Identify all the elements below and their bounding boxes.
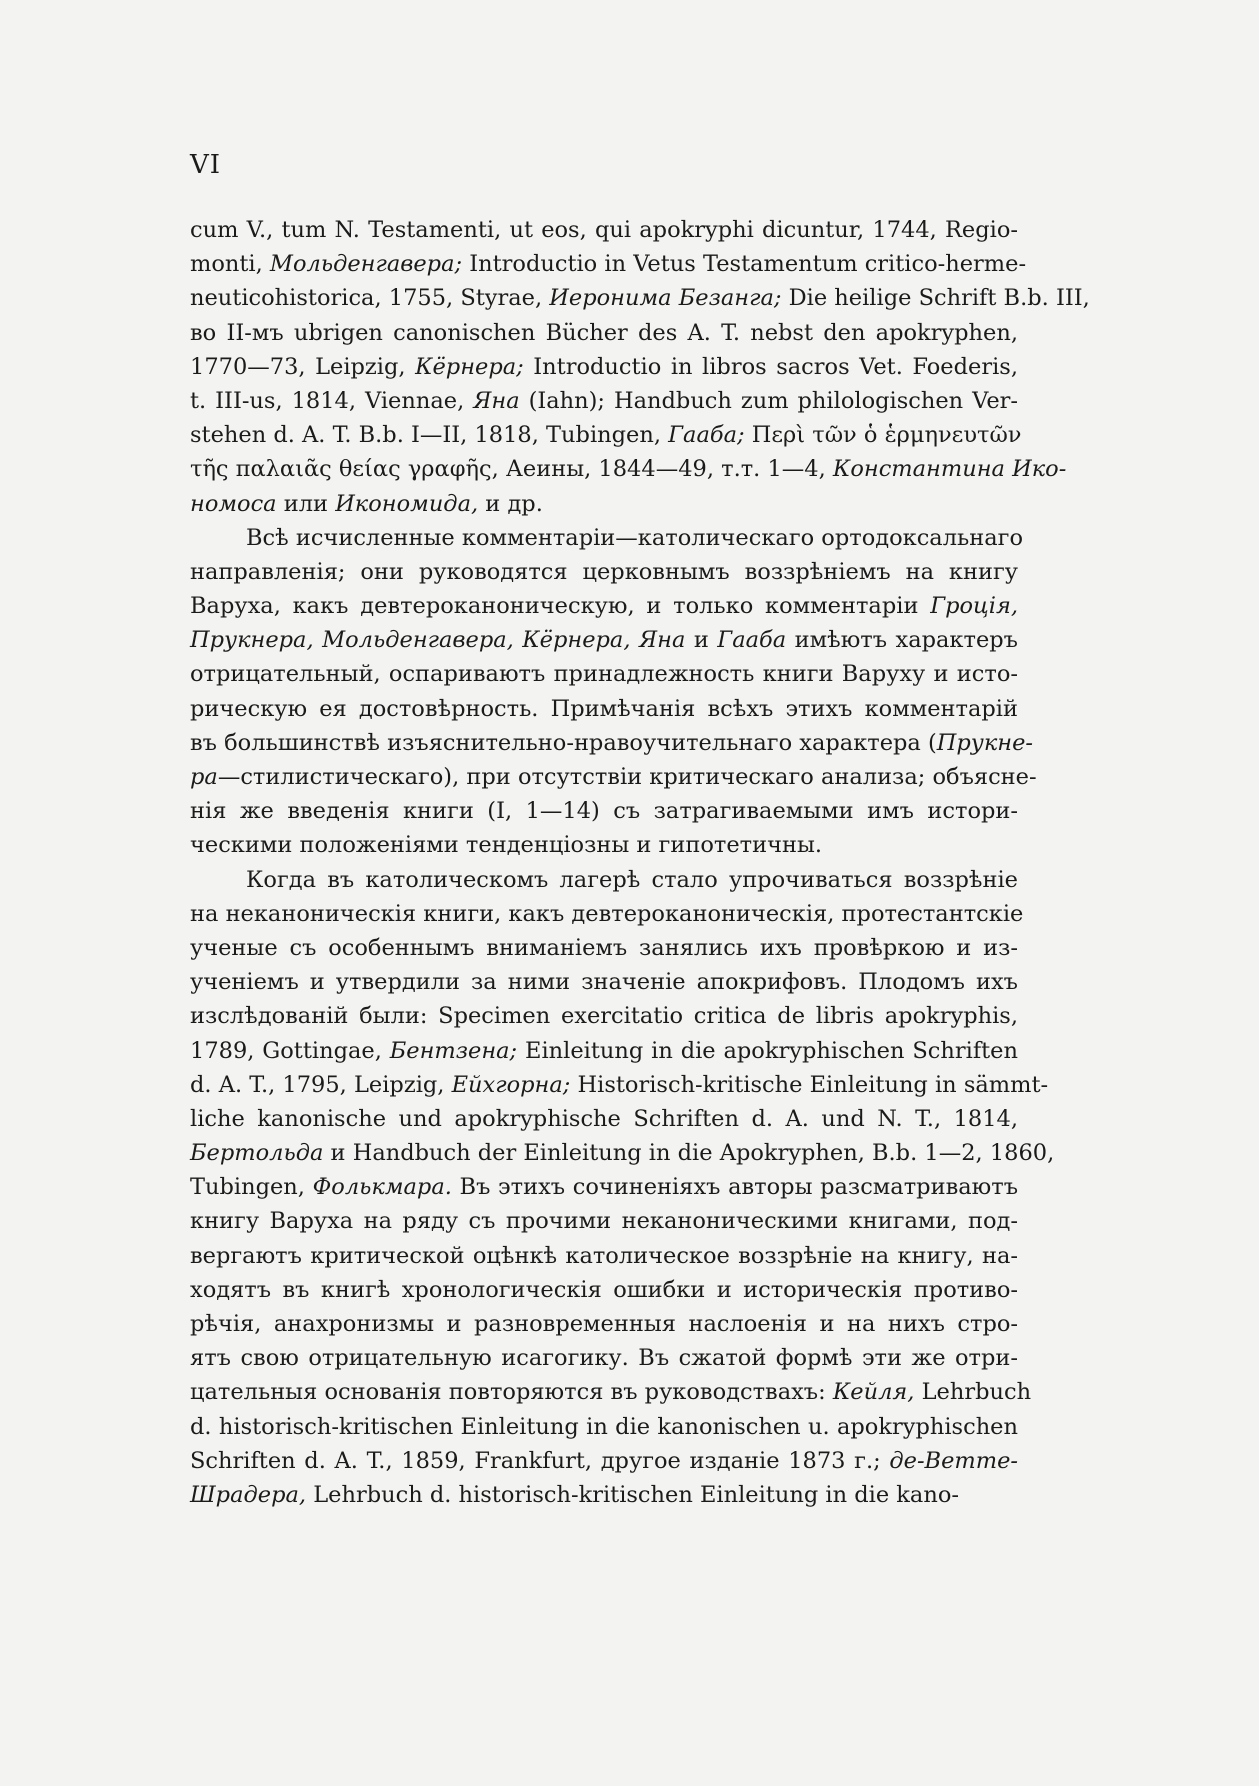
- italic-name: ра: [190, 764, 218, 790]
- italic-name: Бертольда: [190, 1140, 324, 1167]
- text-line: отрицательный, оспариваютъ принадлежность книги Варуху и исто-: [190, 661, 1018, 688]
- italic-name: Прукнера, Мольденгавера, Кёрнера, Яна: [190, 627, 686, 654]
- italic-name: Кейля,: [832, 1379, 915, 1406]
- text-line: книгу Варуха на ряду съ прочими неканоническими книгами, под-: [190, 1208, 1018, 1235]
- italic-name: Фолькмара.: [312, 1174, 452, 1201]
- text-line: stehen d. A. T. B.b. I—II, 1818, Tubingen, Гааба; Περὶ τῶν ὁ ἑρμηνευτῶν: [190, 422, 1022, 449]
- text-line: neuticohistorica, 1755, Styrae, Иеронима Безанга; Die heilige Schrift B.b. III,: [190, 285, 1090, 312]
- text-line: въ большинствѣ изъяснительно-нравоучительнаго характера (Прукне-: [190, 729, 1034, 756]
- text-line: monti, Мольденгавера; Introductio in Vetus Testamentum critico-herme-: [190, 251, 1027, 278]
- text-line: τῆς παλαιᾶς θείας γραφῆς, Аеины, 1844—49, т.т. 1—4, Константина Ико-: [190, 456, 1067, 483]
- text-line: ра—стилистическаго), при отсутствіи критическаго анализа; объясне-: [190, 764, 1037, 790]
- text-line: ческими положеніями тенденціозны и гипотетичны.: [190, 832, 823, 859]
- italic-name: Ейхгорна;: [451, 1071, 571, 1098]
- text-line: Когда въ католическомъ лагерѣ стало упрочиваться воззрѣніе: [246, 866, 1018, 893]
- text-line: cum V., tum N. Testamenti, ut eos, qui apokryphi dicuntur, 1744, Regio-: [190, 217, 1018, 243]
- text-line: Всѣ исчисленные комментаріи—католическаго ортодоксальнаго: [246, 524, 1024, 551]
- text-line: Schriften d. A. T., 1859, Frankfurt, другое изданіе 1873 г.; де-Ветте-: [190, 1447, 1018, 1474]
- text-line: цательныя основанія повторяются въ руководствахъ: Кейля, Lehrbuch: [190, 1379, 1032, 1406]
- italic-name: Мольденгавера;: [269, 251, 463, 278]
- text-line: Шрадера, Lehrbuch d. historisch-kritischen Einleitung in die kano-: [190, 1481, 959, 1508]
- text-line: номоса или Икономида, и др.: [190, 490, 543, 517]
- page-number: VI: [190, 150, 222, 180]
- italic-name: Иеронима Безанга;: [549, 285, 782, 312]
- text-line: рѣчія, анахронизмы и разновременныя наслоенія и на нихъ стро-: [190, 1311, 1018, 1337]
- italic-name: Яна: [473, 387, 520, 414]
- text-line: d. A. T., 1795, Leipzig, Ейхгорна; Historisch-kritische Einleitung in sämmt-: [190, 1071, 1049, 1098]
- italic-name: Шрадера,: [190, 1481, 307, 1508]
- text-line: liche kanonische und apokryphische Schriften d. A. und N. T., 1814,: [190, 1105, 1018, 1132]
- italic-name: Прукне-: [936, 729, 1034, 756]
- italic-name: де-Ветте-: [889, 1447, 1018, 1474]
- italic-name: Икономида,: [335, 490, 479, 517]
- text-line: Варуха, какъ девтероканоническую, и только комментаріи Гроція,: [190, 593, 1018, 620]
- text-line: ученіемъ и утвердили за ними значеніе апокрифовъ. Плодомъ ихъ: [190, 969, 1018, 996]
- text-line: Прукнера, Мольденгавера, Кёрнера, Яна и Гааба имѣютъ характеръ: [190, 627, 1018, 654]
- text-line: ученые съ особеннымъ вниманіемъ занялись ихъ провѣркою и из-: [190, 934, 1018, 961]
- italic-name: Гааба: [717, 627, 787, 654]
- text-line: на неканоническія книги, какъ девтероканоническія, протестантскіе: [190, 900, 1024, 927]
- italic-name: Гааба;: [668, 422, 745, 449]
- paragraph: [190, 521, 1037, 863]
- italic-name: номоса: [190, 490, 277, 517]
- text-line: рическую ея достовѣрность. Примѣчанія всѣхъ этихъ комментарій: [190, 695, 1018, 722]
- text-line: во II-мъ ubrigen canonischen Bücher des A. T. nebst den apokryphen,: [190, 319, 1018, 346]
- italic-name: Бентзена;: [389, 1037, 518, 1064]
- text-line: 1789, Gottingae, Бентзена; Einleitung in die apokryphischen Schriften: [190, 1037, 1018, 1064]
- text-line: нія же введенія книги (I, 1—14) съ затрагиваемыми имъ истори-: [190, 798, 1018, 825]
- text-line: Tubingen, Фолькмара. Въ этихъ сочиненіяхъ авторы разсматриваютъ: [190, 1174, 1019, 1201]
- paragraph: [190, 863, 1055, 1513]
- text-line: Бертольда и Handbuch der Einleitung in die Apokryphen, B.b. 1—2, 1860,: [190, 1140, 1055, 1167]
- text-line: 1770—73, Leipzig, Кёрнера; Introductio in libros sacros Vet. Foederis,: [190, 353, 1018, 380]
- text-line: ходятъ въ книгѣ хронологическія ошибки и историческія противо-: [190, 1276, 1018, 1303]
- text-line: изслѣдованій были: Specimen exercitatio critica de libris apokryphis,: [190, 1003, 1018, 1030]
- text-line: вергаютъ критической оцѣнкѣ католическое воззрѣніе на книгу, на-: [190, 1242, 1018, 1269]
- paragraph: [190, 213, 1090, 521]
- italic-name: Константина Ико-: [832, 456, 1067, 483]
- text-line: ятъ свою отрицательную исагогику. Въ сжатой формѣ эти же отри-: [190, 1345, 1018, 1372]
- text-line: направленія; они руководятся церковнымъ воззрѣніемъ на книгу: [190, 558, 1018, 585]
- italic-name: Кёрнера;: [415, 353, 524, 380]
- text-line: t. III-us, 1814, Viennae, Яна (Iahn); Handbuch zum philologischen Ver-: [190, 387, 1018, 414]
- italic-name: Гроція,: [930, 593, 1018, 620]
- body-text: [190, 213, 1090, 1512]
- text-line: d. historisch-kritischen Einleitung in die kanonischen u. apokryphischen: [190, 1413, 1018, 1440]
